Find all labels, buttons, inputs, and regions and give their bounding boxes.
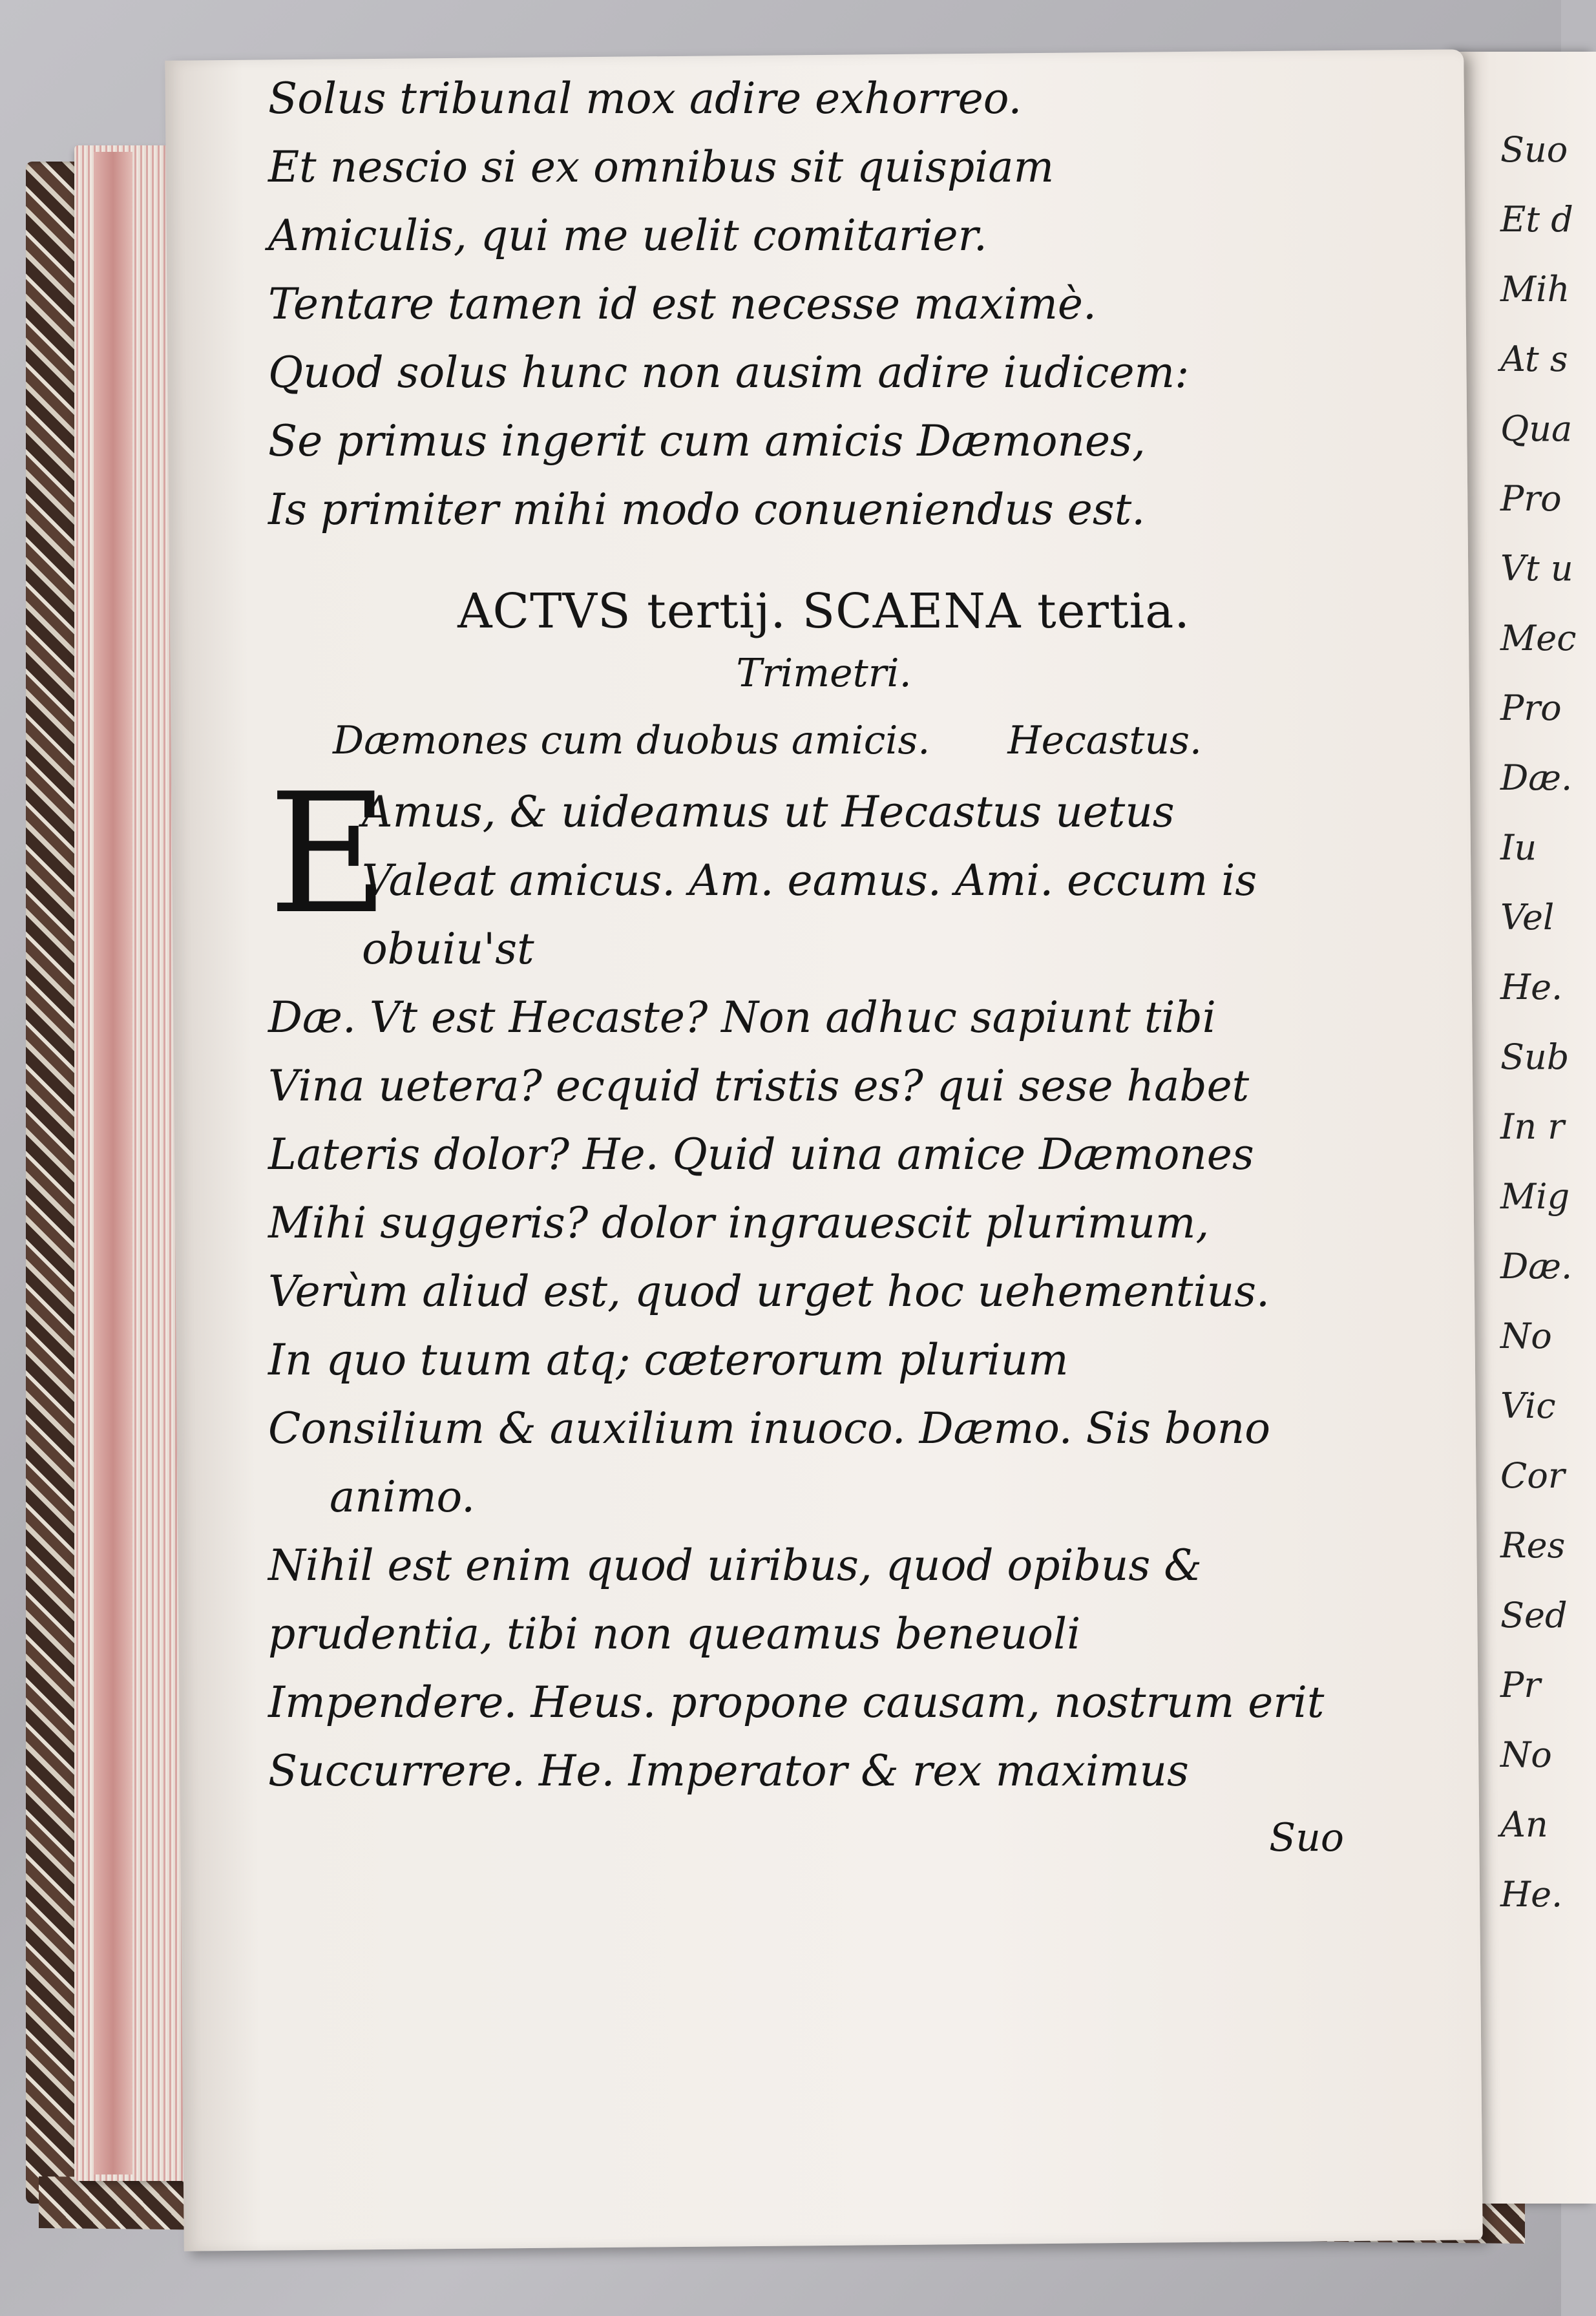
facing-page-fragment: Mig [1500, 1176, 1570, 1217]
text-line: Et nescio si ex omnibus sit quispiam [268, 142, 1055, 192]
text-line: Vina uetera? ecquid tristis es? qui sese habet [268, 1061, 1250, 1111]
facing-page-fragment: Pro [1500, 688, 1562, 728]
facing-page-fragment: Iu [1500, 827, 1537, 868]
act-scene-heading: ACTVS tertij. SCAENA tertia. [457, 584, 1190, 639]
facing-page-fragment: Pr [1500, 1665, 1541, 1705]
text-line: Se primus ingerit cum amicis Dæmones, [268, 416, 1146, 466]
text-line: Impendere. Heus. propone causam, nostrum erit [268, 1678, 1325, 1727]
text-line: animo. [330, 1472, 476, 1522]
text-line: Mihi suggeris? dolor ingrauescit plurimum, [268, 1198, 1210, 1248]
text-line: Amus, & uideamus ut Hecastus uetus [362, 787, 1175, 837]
facing-page-fragment: Dæ. [1500, 757, 1573, 798]
text-line: Dæ. Vt est Hecaste? Non adhuc sapiunt tibi [268, 993, 1216, 1042]
text-line: Amiculis, qui me uelit comitarier. [268, 211, 987, 260]
facing-page-fragment: Qua [1500, 408, 1573, 449]
text-line: Quod solus hunc non ausim adire iudicem: [268, 348, 1190, 397]
text-line: Tentare tamen id est necesse maximè. [268, 279, 1097, 329]
text-line: Solus tribunal mox adire exhorreo. [268, 74, 1022, 123]
text-line: Lateris dolor? He. Quid uina amice Dæmones [268, 1130, 1254, 1179]
facing-page-fragment: Sed [1500, 1595, 1568, 1636]
speakers-left: Dæmones cum duobus amicis. [333, 718, 930, 763]
facing-page-fragment: He. [1500, 967, 1563, 1007]
speakers-right: Hecastus. [1007, 718, 1202, 763]
facing-page-fragment: Res [1500, 1525, 1566, 1566]
facing-page-fragment: He. [1500, 1874, 1563, 1915]
facing-page-fragment: Mec [1500, 618, 1577, 658]
facing-page-fragment: Vel [1500, 897, 1555, 938]
facing-page-fragment: Vic [1500, 1385, 1556, 1426]
facing-page-fragment: Mih [1500, 269, 1570, 310]
drop-cap-block [268, 758, 1483, 984]
text-line: Nihil est enim quod uiribus, quod opibus & [268, 1541, 1202, 1590]
facing-page-fragment: Sub [1500, 1037, 1570, 1077]
facing-page-fragment: No [1500, 1734, 1552, 1775]
speakers-line [268, 703, 1483, 778]
meter-subheading: Trimetri. [736, 651, 912, 696]
text-line: obuiu'st [362, 924, 534, 974]
page-text [268, 65, 1483, 1870]
facing-page-fragment: Vt u [1500, 548, 1573, 589]
text-line: Verùm aliud est, quod urget hoc uehementius. [268, 1267, 1270, 1316]
facing-page-fragment: Cor [1500, 1455, 1565, 1496]
text-line: In quo tuum atq; cæterorum plurium [268, 1335, 1069, 1385]
facing-page-fragment: Et d [1500, 199, 1573, 240]
catchword: Suo [1269, 1815, 1344, 1860]
facing-page-fragment: No [1500, 1316, 1552, 1356]
text-line: Consilium & auxilium inuoco. Dæmo. Sis bono [268, 1404, 1271, 1453]
drop-cap: E [268, 758, 389, 951]
facing-page-fragment: Dæ. [1500, 1246, 1573, 1287]
facing-page-fragment: An [1500, 1804, 1548, 1845]
text-line: prudentia, tibi non queamus beneuoli [268, 1609, 1081, 1659]
text-line: Succurrere. He. Imperator & rex maximus [268, 1746, 1189, 1796]
facing-page-fragment: In r [1500, 1106, 1565, 1147]
text-line: Is primiter mihi modo conueniendus est. [268, 485, 1146, 534]
text-line: Valeat amicus. Am. eamus. Ami. eccum is [362, 856, 1257, 905]
facing-page-fragment: Suo [1500, 129, 1568, 170]
facing-page-fragment: At s [1500, 339, 1568, 379]
facing-page-fragment: Pro [1500, 478, 1562, 519]
